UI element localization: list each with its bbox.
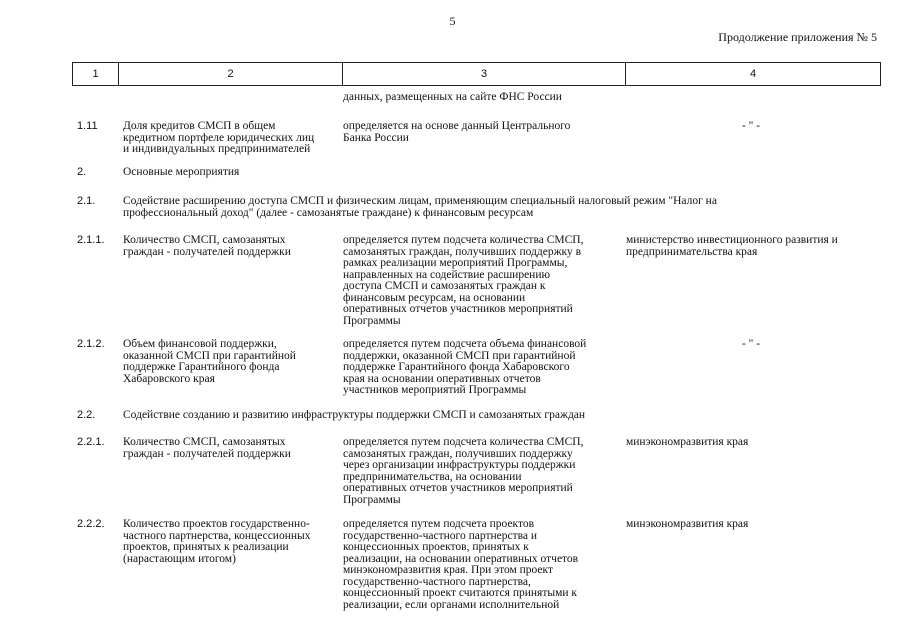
- section-2-1-title: Содействие расширению доступа СМСП и физическим лицам, применяющим специальный налоговый режим "Налог на профессиональный доход" (далее - самозанятые граждане) к финансовым ресурсам: [123, 195, 717, 219]
- row-2-1-1-method: определяется путем подсчета количества СМСП, самозанятых граждан, получивших поддержку в рамках реализации мероприятий Программы, направленных на содействие расширению доступа СМСП и самозанятых граждан к финансовым ресурсам, на основании оперативных отчетов участников мероприятий Программы: [343, 234, 584, 327]
- header-col-4: 4: [626, 63, 881, 86]
- row-2-2-1-responsible: минэкономразвития края: [626, 436, 749, 448]
- row-2-1-2-responsible: - " -: [741, 338, 761, 350]
- section-2-2-title: Содействие созданию и развитию инфраструктуры поддержки СМСП и самозанятых граждан: [123, 409, 586, 421]
- header-col-3: 3: [343, 63, 626, 86]
- header-col-2: 2: [119, 63, 343, 86]
- row-1-11-method: определяется на основе данный Центрального Банка России: [343, 120, 571, 144]
- row-2-2-2-number: 2.2.2.: [77, 518, 105, 530]
- page-number: 5: [449, 14, 456, 28]
- continuation-label: Продолжение приложения № 5: [718, 30, 877, 44]
- row-2-2-2-method: определяется путем подсчета проектов государственно-частного партнерства и концессионных проектов, принятых к реализации, на основании оперативных отчетов минэкономразвития края. При этом проект государственно-частного партнерства, концессионный проект считаются принятыми к реализации, если органами исполнительной: [343, 518, 579, 611]
- carryover-text: данных, размещенных на сайте ФНС России: [343, 91, 562, 103]
- row-2-2-1-number: 2.2.1.: [77, 436, 105, 448]
- section-2-number: 2.: [77, 166, 87, 178]
- section-2-2-number: 2.2.: [77, 409, 96, 421]
- row-2-2-1-name: Количество СМСП, самозанятых граждан - получателей поддержки: [123, 436, 291, 460]
- row-1-11-responsible: - " -: [741, 120, 761, 132]
- section-2-1-number: 2.1.: [77, 195, 96, 207]
- row-2-1-2-number: 2.1.2.: [77, 338, 105, 350]
- section-2-title: Основные мероприятия: [123, 166, 240, 178]
- row-2-2-2-name: Количество проектов государственно- частного партнерства, концессионных проектов, принятых к реализации (нарастающим итогом): [123, 518, 311, 565]
- row-2-1-1-responsible: министерство инвестиционного развития и предпринимательства края: [626, 234, 838, 258]
- row-2-1-2-name: Объем финансовой поддержки, оказанной СМСП при гарантийной поддержке Гарантийного фонда Хабаровского края: [123, 338, 296, 385]
- row-2-1-1-number: 2.1.1.: [77, 234, 105, 246]
- row-2-1-2-method: определяется путем подсчета объема финансовой поддержки, оказанной СМСП при гарантийной поддержке Гарантийного фонда Хабаровского края на основании оперативных отчетов участников мероприятий Программы: [343, 338, 587, 396]
- row-2-2-1-method: определяется путем подсчета количества СМСП, самозанятых граждан, получивших поддержку через организации инфраструктуры поддержки предпринимательства, на основании оперативных отчетов участников мероприятий Программы: [343, 436, 584, 506]
- row-1-11-number: 1.11: [77, 120, 98, 132]
- row-1-11-name: Доля кредитов СМСП в общем кредитном портфеле юридических лиц и индивидуальных предпринимателей: [123, 120, 315, 155]
- row-2-2-2-responsible: минэкономразвития края: [626, 518, 749, 530]
- row-2-1-1-name: Количество СМСП, самозанятых граждан - получателей поддержки: [123, 234, 291, 258]
- header-col-1: 1: [73, 63, 119, 86]
- column-number-header: [72, 62, 881, 86]
